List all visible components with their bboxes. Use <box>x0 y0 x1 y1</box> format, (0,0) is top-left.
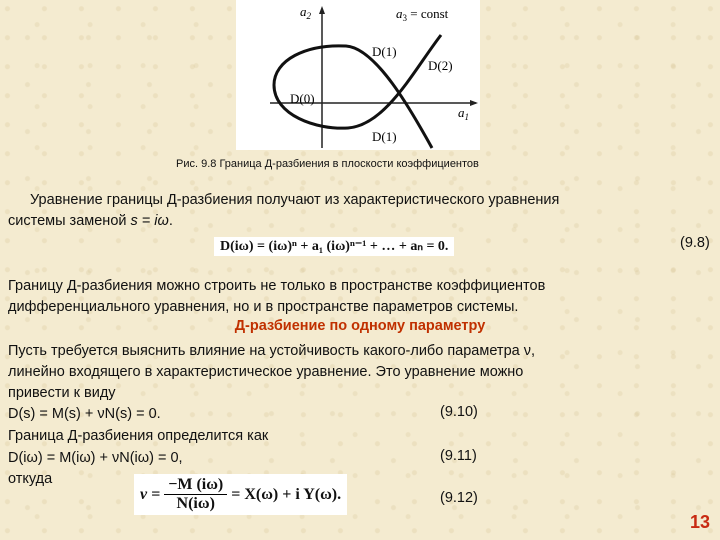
equation-9-10: D(s) = M(s) + νN(s) = 0. <box>8 406 161 422</box>
d2-label: D(2) <box>428 58 453 73</box>
d1-top-label: D(1) <box>372 44 397 59</box>
a1-label: $a_1$ <box>458 105 469 122</box>
d-partition-figure <box>236 0 480 150</box>
whence-line: откуда <box>8 471 53 487</box>
a3-const-label: $a_3$ = const <box>396 6 449 23</box>
a2-label: $a_2$ <box>300 4 311 21</box>
intro-line-2: системы заменой s = iω. <box>8 213 173 229</box>
d0-label: D(0) <box>290 91 315 106</box>
substitution-formula: s = iω <box>130 213 169 229</box>
eq912-rhs: = X(ω) + i Y(ω). <box>231 485 342 503</box>
eq912-fraction <box>164 476 227 513</box>
eq912-lhs: ν = <box>140 485 161 503</box>
equation-9-10-number: (9.10) <box>440 404 478 420</box>
eq912-denominator: N(iω) <box>176 495 215 512</box>
equation-9-11-number: (9.11) <box>440 448 477 464</box>
equation-9-12 <box>134 474 347 515</box>
para2-line-2: дифференциального уравнения, но и в пространстве параметров системы. <box>8 299 519 315</box>
equation-9-11: D(iω) = M(iω) + νN(iω) = 0, <box>8 450 183 466</box>
equation-9-12-number: (9.12) <box>440 490 478 506</box>
para3-line-1: Пусть требуется выяснить влияние на устойчивость какого-либо параметра ν, <box>8 343 535 359</box>
equation-9-8: D(iω) = (iω)ⁿ + a₁ (iω)ⁿ⁻¹ + … + aₙ = 0. <box>214 237 454 256</box>
a1-axis-arrow <box>470 100 478 106</box>
a2-axis-arrow <box>319 6 325 14</box>
d1-bottom-label: D(1) <box>372 129 397 144</box>
para3-line-2: линейно входящего в характеристическое уравнение. Это уравнение можно <box>8 364 524 380</box>
eq912-numerator: −M (iω) <box>164 476 227 495</box>
para3-line-3: привести к виду <box>8 385 116 401</box>
boundary-line: Граница Д-разбиения определится как <box>8 428 269 444</box>
d-partition-diagram <box>236 0 480 150</box>
para2-line-1: Границу Д-разбиения можно строить не только в пространстве коэффициентов <box>8 278 546 294</box>
page-number: 13 <box>689 512 710 532</box>
equation-9-8-number: (9.8) <box>680 235 710 251</box>
figure-caption: Рис. 9.8 Граница Д-разбиения в плоскости коэффициентов <box>176 158 479 170</box>
intro-line-1: Уравнение границы Д-разбиения получают из характеристического уравнения <box>30 192 560 208</box>
section-heading: Д-разбиение по одному параметру <box>234 318 486 334</box>
